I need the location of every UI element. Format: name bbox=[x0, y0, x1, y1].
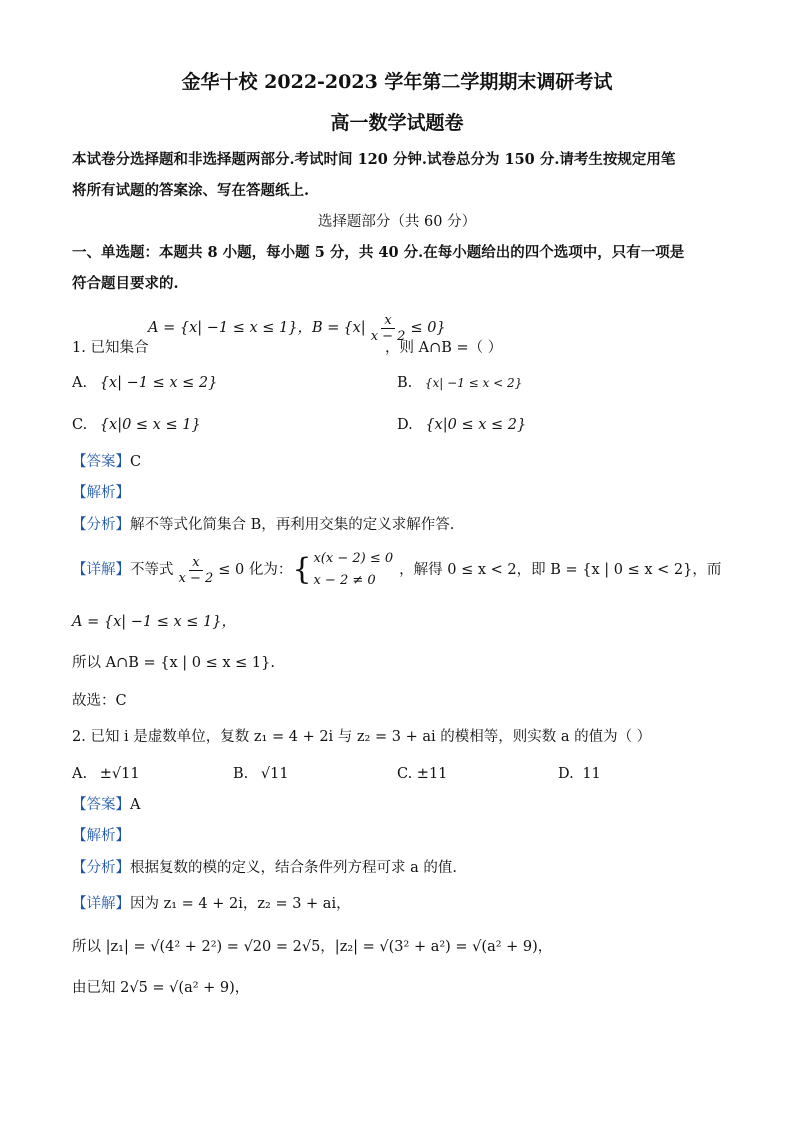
q1-fenxi-text: 解不等式化简集合 B，再利用交集的定义求解作答. bbox=[130, 517, 455, 533]
exam-title: 金华十校 2022-2023 学年第二学期期末调研考试 bbox=[181, 71, 613, 93]
q2-option-a: A. ±√11 bbox=[72, 766, 140, 782]
q2-detail-2: 所以 |z₁| = √(4² + 2²) = √20 = 2√5，|z₂| = √(3² + a²) = √(a² + 9)， bbox=[72, 939, 553, 955]
q1-conclusion: 故选：C bbox=[72, 693, 127, 709]
q1-set-b-num: x bbox=[381, 314, 394, 329]
q1-sets bbox=[148, 314, 446, 343]
q2-detail-1: 因为 z₁ = 4 + 2i，z₂ = 3 + ai， bbox=[130, 896, 351, 912]
q2-number: 2. bbox=[72, 729, 86, 745]
q2-option-d: D. 11 bbox=[558, 766, 601, 782]
q1-set-b-right: ≤ 0} bbox=[410, 320, 446, 337]
exam-subtitle: 高一数学试题卷 bbox=[330, 112, 464, 134]
q1-detail-mid: ≤ 0 化为： bbox=[218, 561, 293, 578]
q1-answer-value: C bbox=[130, 454, 142, 470]
q1-answer bbox=[72, 455, 141, 470]
section-instruction-2: 符合题目要求的. bbox=[72, 275, 179, 292]
section-instruction-1: 一、单选题：本题共 8 小题，每小题 5 分，共 40 分.在每小题给出的四个选项中，只有一项是 bbox=[72, 244, 685, 261]
q2-analysis-tag: 【解析】 bbox=[72, 828, 130, 844]
q1-detail-system: { x(x − 2) ≤ 0 x − 2 ≠ 0 bbox=[292, 551, 394, 588]
q1-option-d: D. {x|0 ≤ x ≤ 2} bbox=[397, 417, 527, 433]
q2-fenxi bbox=[72, 861, 457, 876]
q1-set-b-den: x − 2 bbox=[370, 329, 406, 344]
q2-fenxi-tag: 【分析】 bbox=[72, 860, 130, 876]
q1-answer-tag: 【答案】 bbox=[72, 454, 130, 470]
q2-answer-tag: 【答案】 bbox=[72, 797, 130, 813]
q2-stem bbox=[72, 730, 651, 745]
q2-stem-text: 已知 i 是虚数单位，复数 z₁ = 4 + 2i 与 z₂ = 3 + ai 的模相等，则实数 a 的值为（ ） bbox=[90, 729, 652, 745]
q2-detail-3: 由已知 2√5 = √(a² + 9)， bbox=[72, 980, 250, 996]
q2-option-b: B. √11 bbox=[233, 766, 289, 782]
left-brace-icon: { bbox=[292, 552, 312, 587]
q2-detail-tag: 【详解】 bbox=[72, 896, 130, 912]
q1-option-a: A. {x| −1 ≤ x ≤ 2} bbox=[72, 375, 218, 391]
q1-detail-line-2: A = {x| −1 ≤ x ≤ 1}， bbox=[72, 614, 236, 630]
q1-detail-tag: 【详解】 bbox=[72, 561, 130, 578]
q1-detail-post: ，解得 0 ≤ x < 2，即 B = {x | 0 ≤ x < 2}，而 bbox=[399, 561, 722, 578]
q1-analysis-tag: 【解析】 bbox=[72, 485, 130, 501]
q1-set-b-left: {x| bbox=[343, 320, 366, 337]
q1-stem bbox=[72, 341, 148, 356]
intro-line-2: 将所有试题的答案涂、写在答题纸上. bbox=[72, 182, 310, 199]
q1-stem-text: 已知集合 bbox=[90, 340, 149, 356]
q1-option-c: C. {x|0 ≤ x ≤ 1} bbox=[72, 417, 201, 433]
q1-set-b-fraction bbox=[368, 314, 409, 343]
intro-line-1: 本试卷分选择题和非选择题两部分.考试时间 120 分钟.试卷总分为 150 分.请考生按规定用笔 bbox=[72, 151, 676, 168]
section-title: 选择题部分（共 60 分） bbox=[317, 214, 477, 230]
q1-option-b: B. {x| −1 ≤ x < 2} bbox=[397, 375, 523, 391]
q2-answer bbox=[72, 798, 140, 813]
q2-option-c: C. ±11 bbox=[397, 766, 448, 782]
q1-detail-fraction: $\frac{x}{x - 2}$ bbox=[178, 554, 214, 586]
q1-analysis bbox=[72, 486, 130, 501]
q2-analysis bbox=[72, 829, 130, 844]
q1-ask: ，则 A∩B =（ ） bbox=[385, 340, 503, 356]
q2-answer-value: A bbox=[130, 797, 141, 813]
q1-detail bbox=[72, 548, 721, 592]
q2-detail bbox=[72, 897, 351, 912]
q1-fenxi bbox=[72, 518, 454, 533]
q1-number: 1. bbox=[72, 340, 86, 356]
q1-detail-line-3: 所以 A∩B = {x | 0 ≤ x ≤ 1}. bbox=[72, 655, 275, 671]
q1-set-a: A = {x| −1 ≤ x ≤ 1}，B = bbox=[148, 320, 340, 337]
q2-fenxi-text: 根据复数的模的定义，结合条件列方程可求 a 的值. bbox=[130, 860, 457, 876]
q1-fenxi-tag: 【分析】 bbox=[72, 517, 130, 533]
q1-detail-pre: 不等式 bbox=[130, 561, 174, 578]
